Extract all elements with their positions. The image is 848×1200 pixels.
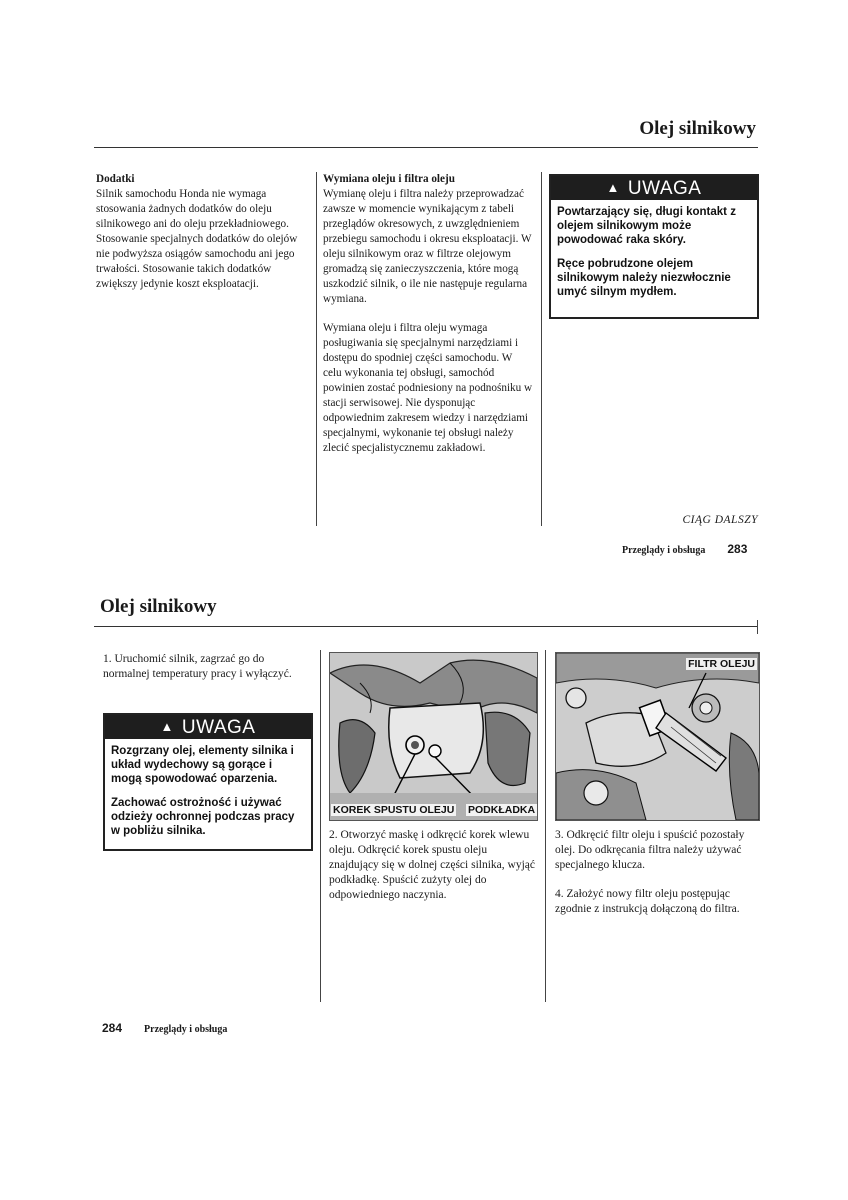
oil-change-paragraph-2: Wymiana oleju i filtra oleju wymaga posługiwania się specjalnymi narzędziami i dostępu do spodniej części samochodu. W celu wykonania tej obsługi, samochód powinien zostać podniesiony na podnośniku w stacji serwisowej. Nie dysponując odpowiednim zakresem wiedzy i narzędziami specjalnymi, wykonanie tej obsługi należy zlecić specjalistycznemu zakładowi.: [323, 322, 533, 454]
oil-change-paragraph-1: Wymianę oleju i filtra należy przeprowadzać zawsze w momencie wynikającym z tabeli przeglądów okresowych, z uwzględnieniem przebiegu samochodu i okresu eksploatacji. W oleju silnikowym oraz w filtrze olejowym gromadzą się zanieczyszczenia, które mogą uszkodzić silnik, o ile nie następuje regularna wymiana.: [323, 188, 532, 305]
footer-bottom: [102, 1019, 227, 1037]
oil-change-section: [323, 172, 533, 456]
footer-top: [622, 540, 747, 558]
oil-filter-figure: [555, 652, 760, 821]
additives-paragraph: Silnik samochodu Honda nie wymaga stosowania żadnych dodatków do oleju silnikowego ani do oleju przekładniowego. Stosowanie specjalnych dodatków do olejów nie podwyższa osiągów samochodu ani jego trwałości. Stosowanie takich dodatków zwiększy jedynie koszt eksploatacji.: [96, 188, 298, 290]
column-divider-4: [545, 650, 546, 1002]
warning-triangle-icon: ▲: [606, 180, 620, 195]
warning-text-1: Powtarzający się, długi kontakt z olejem silnikowym może powodować raka skóry.: [557, 206, 736, 246]
step-4: 4. Założyć nowy filtr oleju postępując zgodnie z instrukcją dołączoną do filtra.: [555, 888, 740, 915]
warning-text-1: Rozgrzany olej, elementy silnika i układ wydechowy są gorące i mogą spowodować oparzenia.: [111, 745, 294, 785]
step-1: 1. Uruchomić silnik, zagrzać go do normalnej temperatury pracy i wyłączyć.: [103, 653, 292, 680]
drain-plug-label: KOREK SPUSTU OLEJU: [333, 804, 455, 816]
warning-label: UWAGA: [181, 717, 256, 738]
footer-section-label: Przeglądy i obsługa: [144, 1024, 228, 1035]
warning-box-burn: [103, 713, 313, 851]
warning-text-2: Zachować ostrożność i używać odzieży ochronnej podczas pracy w pobliżu silnika.: [111, 797, 295, 837]
warning-label: UWAGA: [627, 178, 702, 199]
additives-section: [96, 172, 308, 292]
column-divider-2: [541, 172, 542, 526]
warning-text-2: Ręce pobrudzone olejem silnikowym należy niezwłocznie umyć silnym mydłem.: [557, 258, 731, 298]
warning-header: [105, 715, 311, 739]
warning-header: [551, 176, 757, 200]
engine-underside-illustration: [330, 653, 537, 820]
page-title-top: Olej silnikowy: [639, 118, 756, 139]
continued-label: CIĄG DALSZY: [682, 514, 758, 526]
washer-label: PODKŁADKA: [468, 804, 536, 816]
column-divider-3: [320, 650, 321, 1002]
column-divider-1: [316, 172, 317, 526]
oil-change-heading: Wymiana oleju i filtra oleju: [323, 173, 455, 185]
page-number-top: 283: [727, 542, 748, 556]
additives-heading: Dodatki: [96, 173, 135, 185]
title-rule-tick: [757, 620, 758, 634]
drain-plug-figure: [329, 652, 538, 821]
warning-box-skin: [549, 174, 759, 319]
title-rule-top: [94, 147, 758, 148]
oil-filter-label: FILTR OLEJU: [688, 658, 755, 670]
oil-filter-illustration: [556, 653, 759, 820]
page-title-bottom: Olej silnikowy: [100, 596, 217, 617]
step-2: 2. Otworzyć maskę i odkręcić korek wlewu oleju. Odkręcić korek spustu oleju znajdujący się w dolnej części silnika, wyjąć podkładkę. Spuścić zużyty olej do odpowiedniego naczynia.: [329, 829, 535, 901]
warning-triangle-icon: ▲: [160, 719, 174, 734]
title-rule-bottom: [94, 626, 758, 627]
footer-section-label: Przeglądy i obsługa: [622, 545, 706, 556]
page-number-bottom: 284: [102, 1021, 123, 1035]
step-3: 3. Odkręcić filtr oleju i spuścić pozostały olej. Do odkręcania filtra należy używać specjalnego klucza.: [555, 829, 745, 871]
